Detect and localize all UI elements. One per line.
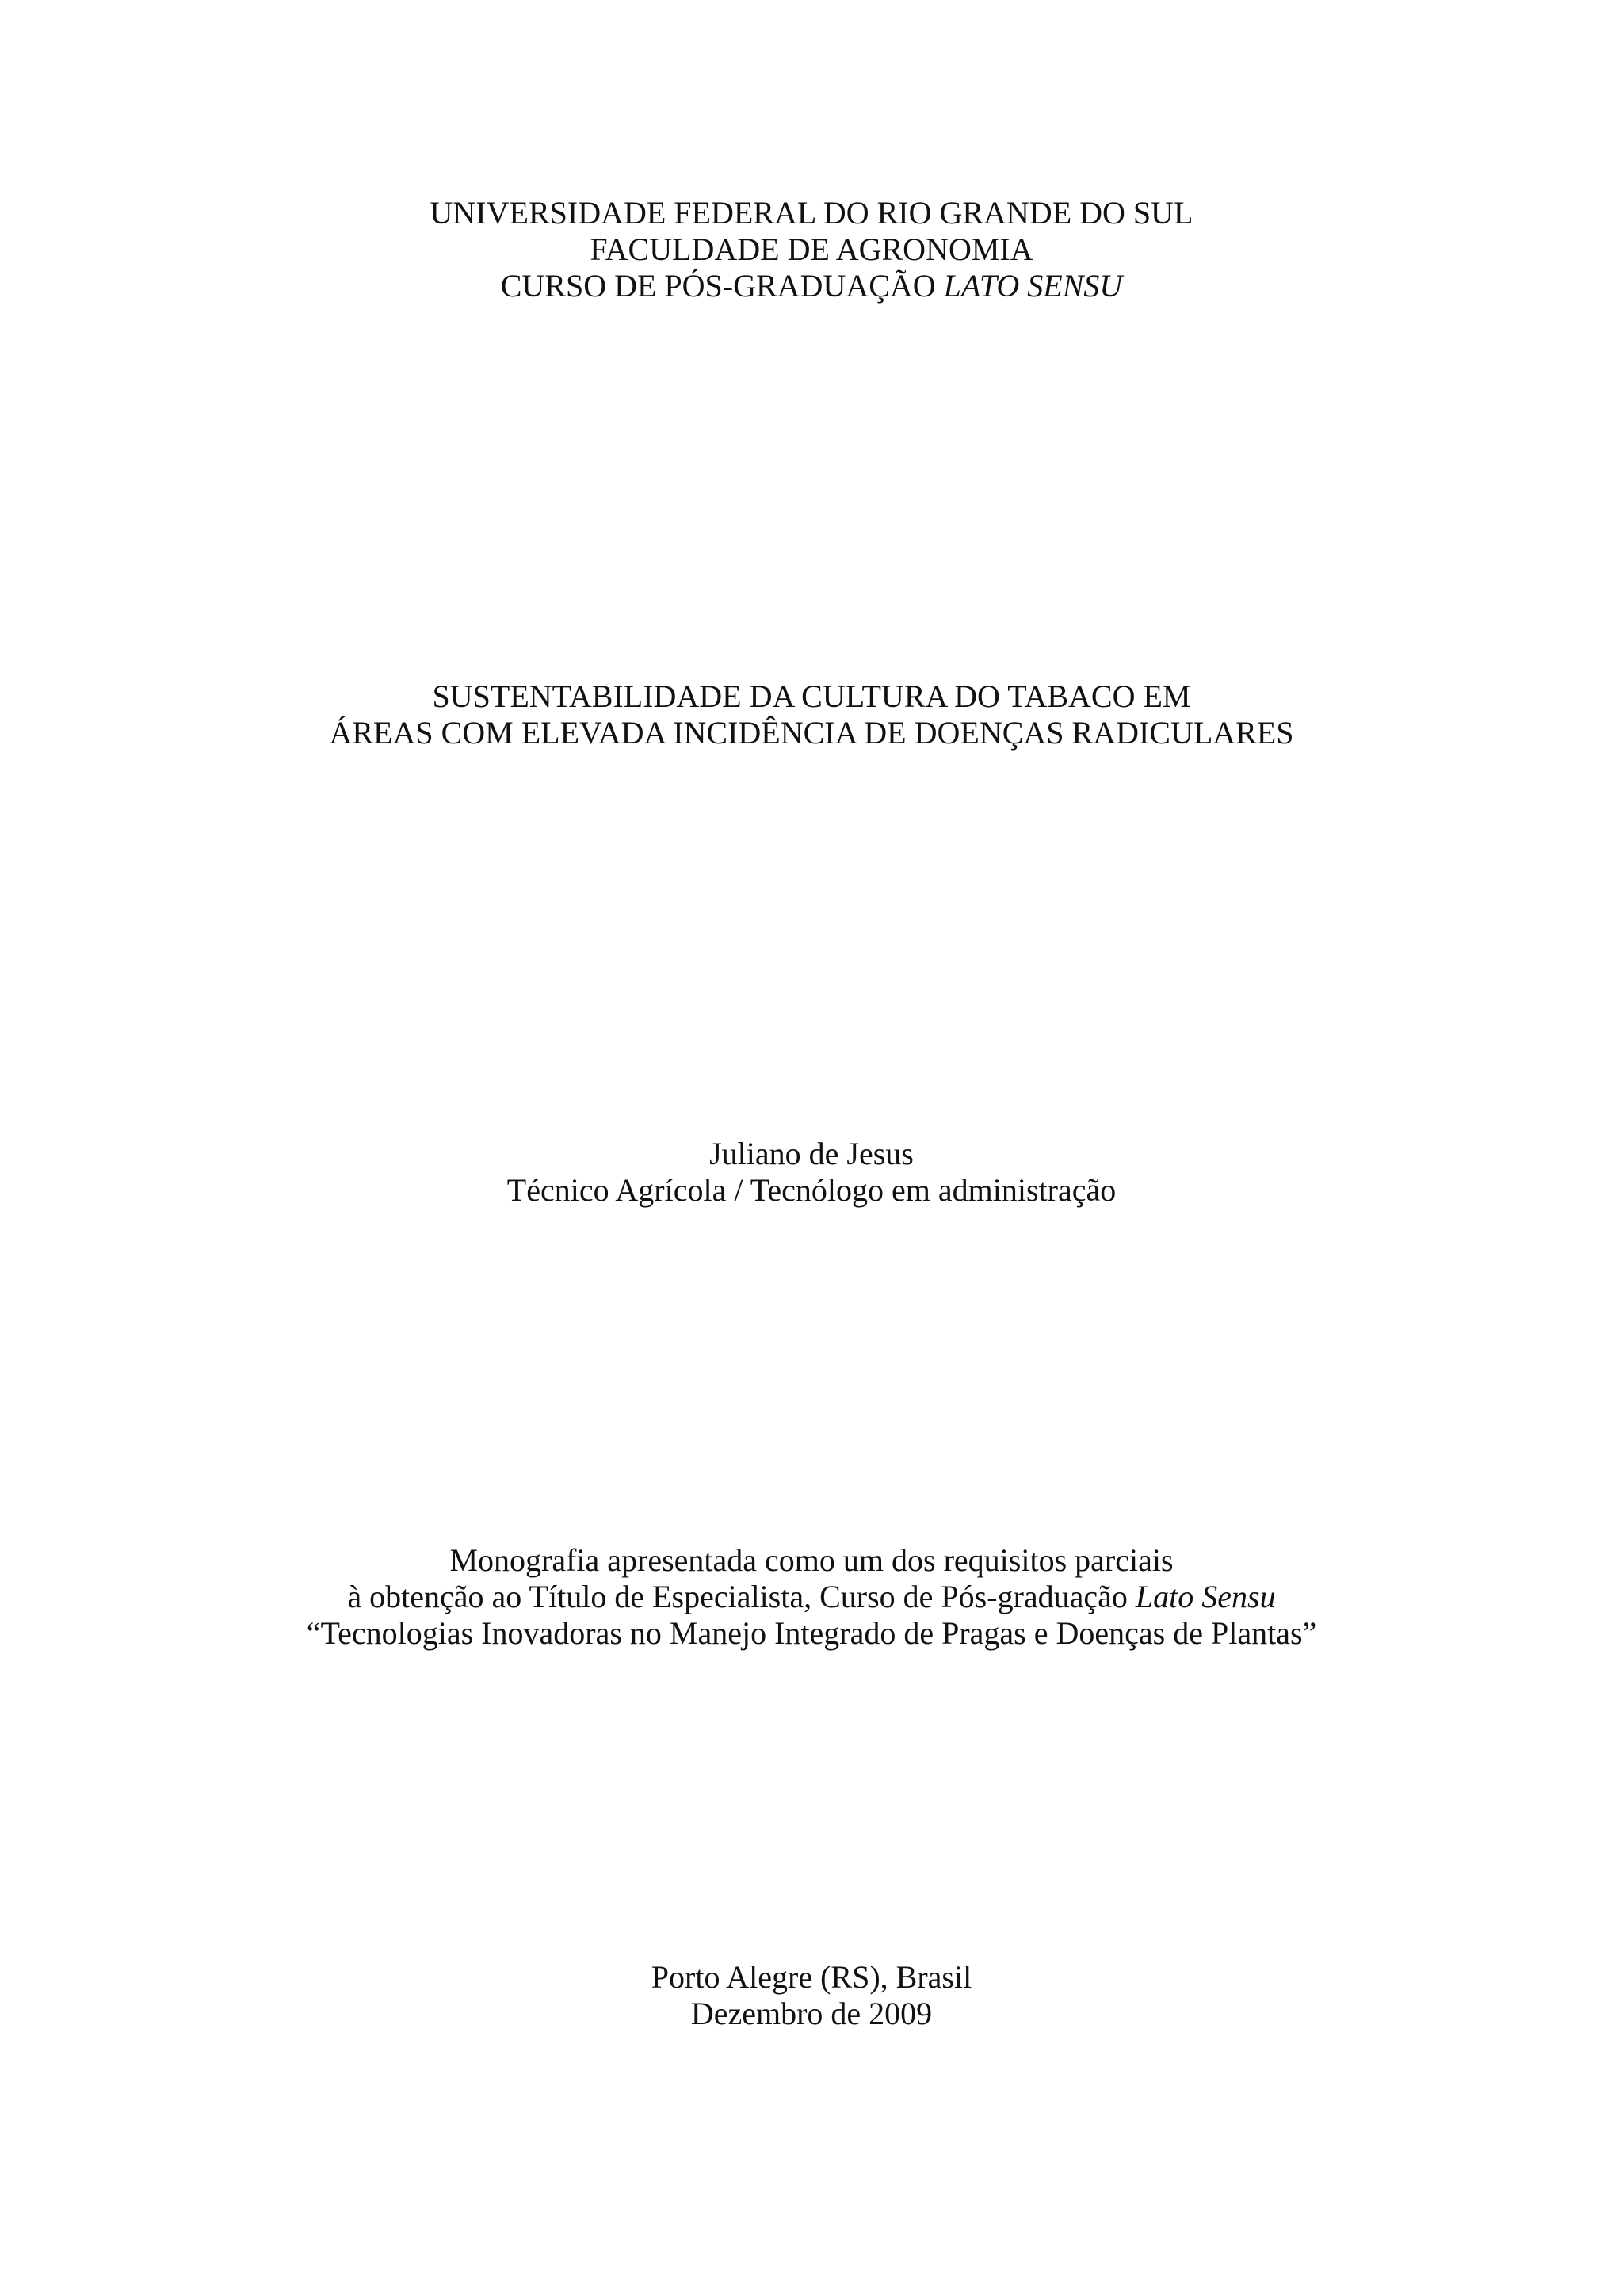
place-date-block [0,1959,1623,2032]
degree-line-1: Monografia apresentada como um dos requisitos parciais [449,1542,1174,1578]
degree-line-2-italic: Lato Sensu [1135,1579,1276,1614]
university-name: UNIVERSIDADE FEDERAL DO RIO GRANDE DO SUL [430,195,1193,231]
place-date: Dezembro de 2009 [690,1996,933,2031]
title-line-2: ÁREAS COM ELEVADA INCIDÊNCIA DE DOENÇAS RADICULARES [329,715,1294,751]
faculty-name: FACULDADE DE AGRONOMIA [590,231,1033,267]
institution-header [0,195,1623,304]
author-credentials: Técnico Agrícola / Tecnólogo em administração [506,1172,1117,1208]
author-name: Juliano de Jesus [709,1136,914,1171]
degree-line-3: “Tecnologias Inovadoras no Manejo Integrado de Pragas e Doenças de Plantas” [306,1615,1317,1651]
monograph-title [0,678,1623,751]
title-line-1: SUSTENTABILIDADE DA CULTURA DO TABACO EM [432,678,1191,714]
author-block [0,1136,1623,1209]
course-name [0,268,1623,304]
course-prefix: CURSO DE PÓS-GRADUAÇÃO [500,268,944,304]
degree-line-2-prefix: à obtenção ao Título de Especialista, Curso de Pós-graduação [347,1579,1136,1614]
degree-statement [0,1542,1623,1652]
course-italic: LATO SENSU [943,268,1123,304]
place-city: Porto Alegre (RS), Brasil [651,1959,972,1995]
degree-line-2 [0,1579,1623,1615]
